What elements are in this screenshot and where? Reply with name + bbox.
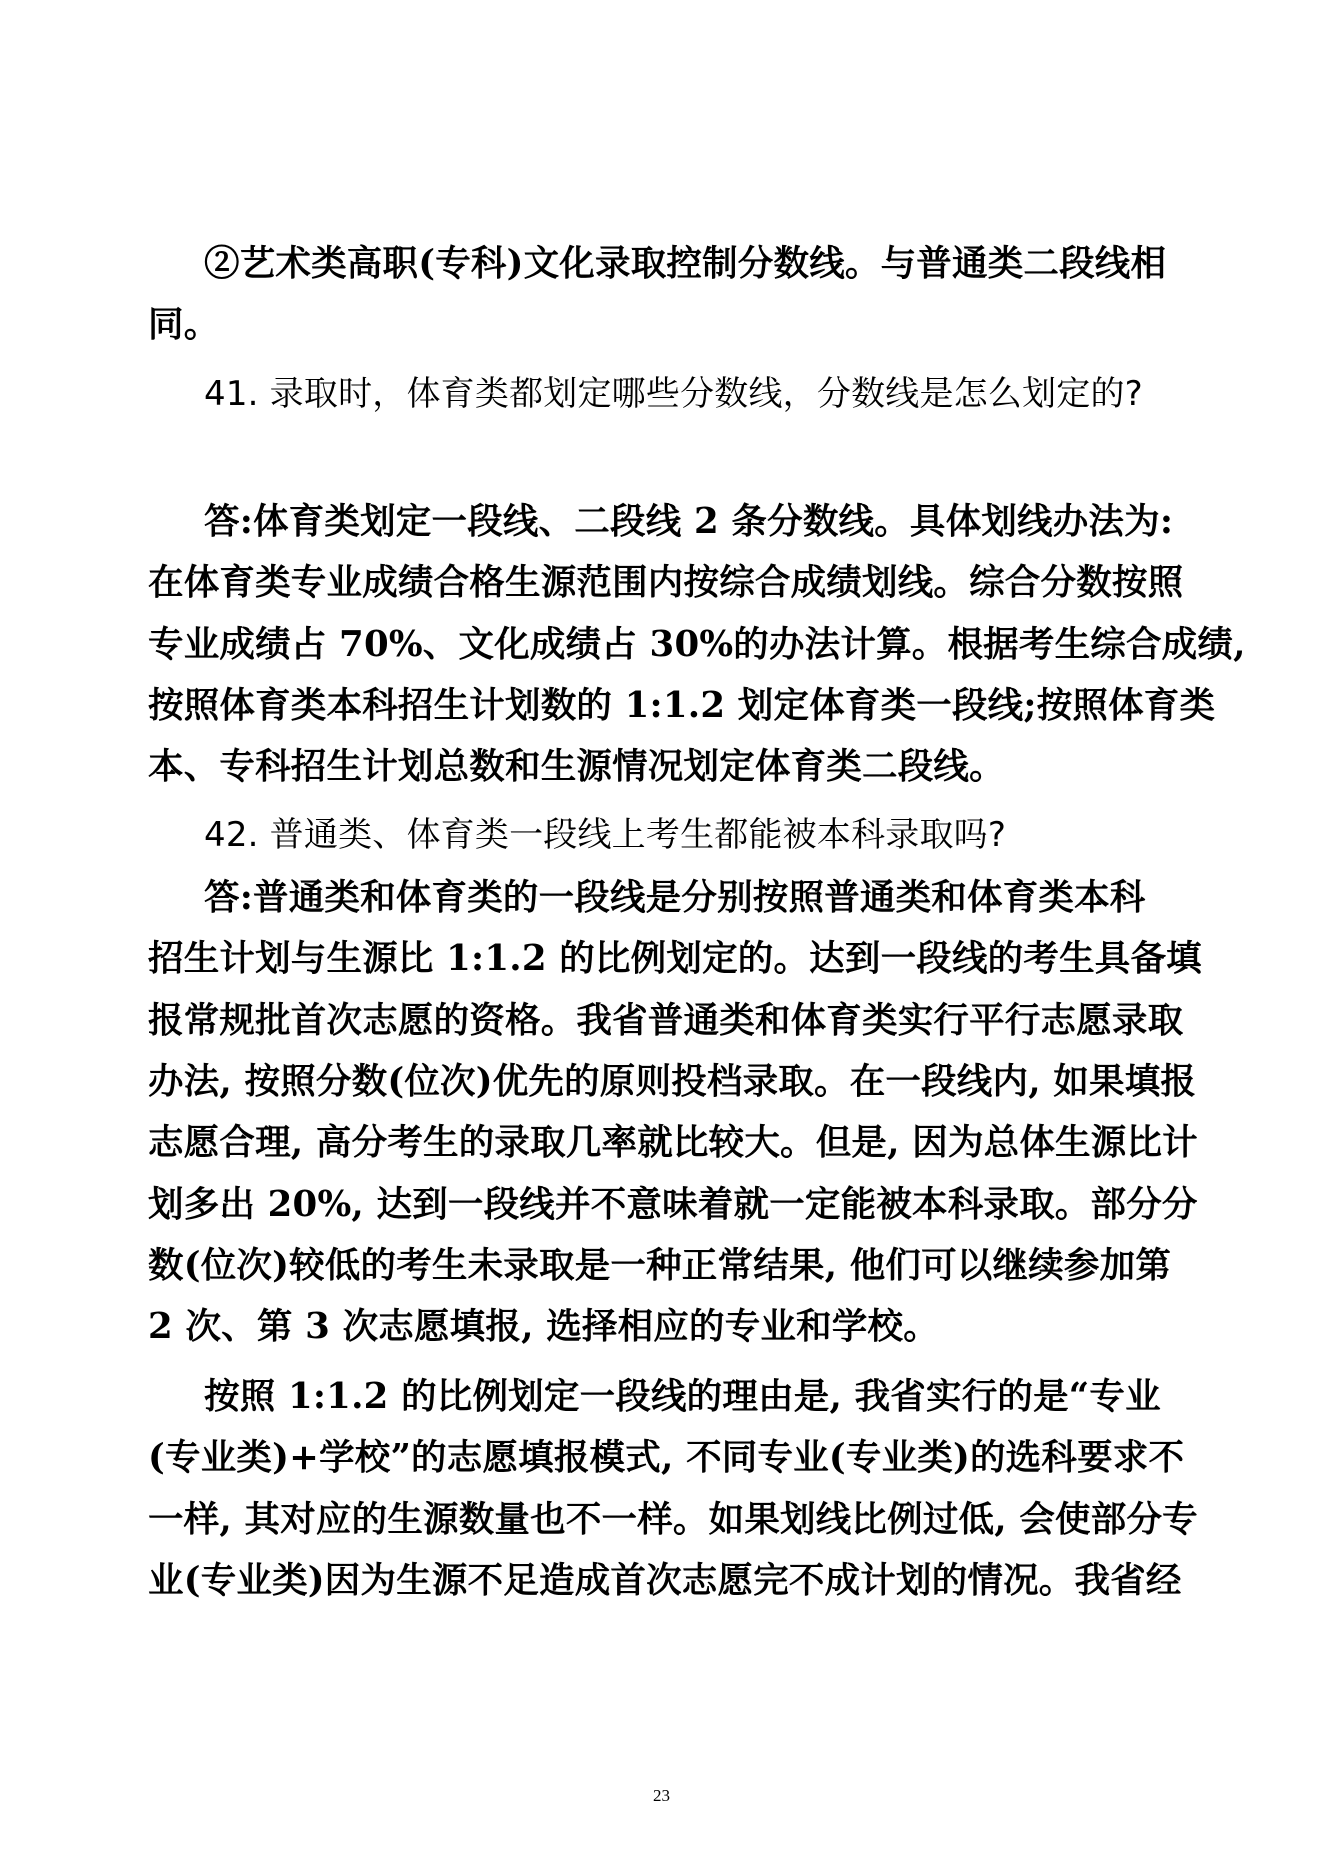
paragraph-line: 一样, 其对应的生源数量也不一样。如果划线比例过低, 会使部分专 [148,1499,1198,1540]
paragraph-line: 办法, 按照分数(位次)优先的原则投档录取。在一段线内, 如果填报 [148,1061,1197,1102]
question-heading: 41. 录取时，体育类都划定哪些分数线，分数线是怎么划定的? [204,374,1143,414]
paragraph-line: 在体育类专业成绩合格生源范围内按综合成绩划线。综合分数按照 [148,562,1184,603]
paragraph-line: 同。 [148,304,220,345]
paragraph-line: 答:普通类和体育类的一段线是分别按照普通类和体育类本科 [204,877,1146,918]
paragraph-line: 招生计划与生源比 1:1.2 的比例划定的。达到一段线的考生具备填 [148,938,1202,979]
paragraph-line: 按照 1:1.2 的比例划定一段线的理由是, 我省实行的是“专业 [204,1376,1161,1417]
paragraph-line: 划多出 20%, 达到一段线并不意味着就一定能被本科录取。部分分 [148,1184,1198,1225]
paragraph-line: 2 次、第 3 次志愿填报, 选择相应的专业和学校。 [148,1306,939,1347]
paragraph-line: 数(位次)较低的考生未录取是一种正常结果, 他们可以继续参加第 [148,1245,1172,1286]
page-number: 23 [653,1786,670,1805]
paragraph-line: (专业类)+学校”的志愿填报模式, 不同专业(专业类)的选科要求不 [148,1437,1185,1478]
question-heading: 42. 普通类、体育类一段线上考生都能被本科录取吗? [204,815,1007,855]
paragraph-line: 专业成绩占 70%、文化成绩占 30%的办法计算。根据考生综合成绩, [148,624,1246,665]
paragraph-line: 答:体育类划定一段线、二段线 2 条分数线。具体划线办法为: [204,501,1174,542]
paragraph-line: 业(专业类)因为生源不足造成首次志愿完不成计划的情况。我省经 [148,1560,1182,1601]
paragraph-line: ②艺术类高职(专科)文化录取控制分数线。与普通类二段线相 [204,243,1167,284]
paragraph-line: 本、专科招生计划总数和生源情况划定体育类二段线。 [148,746,1005,787]
paragraph-line: 志愿合理, 高分考生的录取几率就比较大。但是, 因为总体生源比计 [148,1122,1198,1163]
paragraph-line: 按照体育类本科招生计划数的 1:1.2 划定体育类一段线;按照体育类 [148,685,1216,726]
paragraph-line: 报常规批首次志愿的资格。我省普通类和体育类实行平行志愿录取 [148,1000,1184,1041]
